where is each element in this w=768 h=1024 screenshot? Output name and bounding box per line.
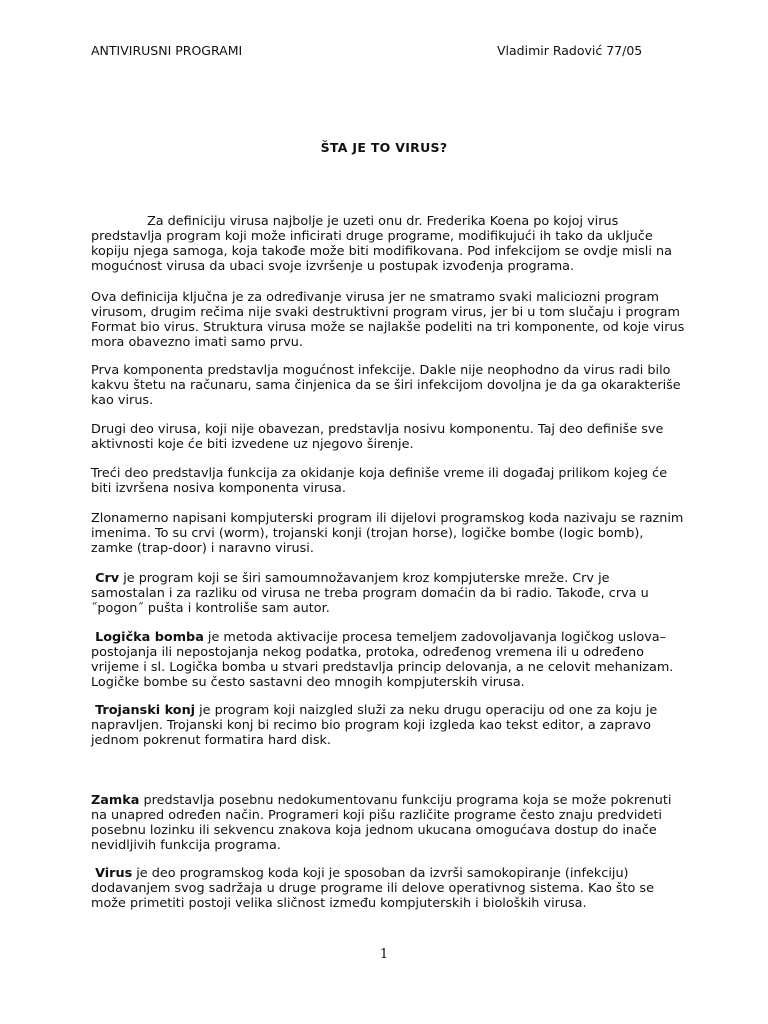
term-virus: Virus bbox=[95, 866, 133, 881]
text-logic-bomb: je metoda aktivacije procesa temeljem zadovoljavanja logičkog uslova– postojanja ili nepostojanja nekog podatka, protoka, određenog vremena ili u određeno vrijeme i sl. Logička bomba u stvari predstavlja princip delovanja, a ne celovit mehanizam. Logičke bombe su često sastavni deo mnogih kompjuterskih virusa. bbox=[91, 630, 674, 690]
page-number: 1 bbox=[379, 947, 389, 962]
term-logic-bomb: Logička bomba bbox=[95, 630, 204, 645]
header-author: Vladimir Radović 77/05 bbox=[497, 43, 643, 58]
paragraph-key-definition: Ova definicija ključna je za određivanje virusa jer ne smatramo svaki maliciozni program virusom, drugim rečima nije svaki destruktivni program virus, jer bi u tom slučaju i program Format bio virus. Struktura virusa može se najlakše podeliti na tri komponente, od koje virus mora obavezno imati samo prvu. bbox=[91, 290, 685, 350]
paragraph-definition: Za definiciju virusa najbolje je uzeti onu dr. Frederika Koena po kojoj virus predstavlja program koji može inficirati druge programe, modifikujući ih tako da uključe kopiju njega samoga, koja takođe može biti modifikovana. Pod infekcijom se ovdje misli na mogućnost virusa da ubaci svoje izvršenje u postupak izvođenja programa. bbox=[91, 214, 672, 274]
paragraph-second-component: Drugi deo virusa, koji nije obavezan, predstavlja nosivu komponentu. Taj deo definiše sve aktivnosti koje će biti izvedene uz njegovo širenje. bbox=[91, 422, 664, 452]
page-title: ŠTA JE TO VIRUS? bbox=[320, 140, 448, 155]
paragraph-first-component: Prva komponenta predstavlja mogućnost infekcije. Dakle nije neophodno da virus radi bilo kakvu štetu na računaru, sama činjenica da se širi infekcijom dovoljna je da ga okarakteriše kao virus. bbox=[91, 363, 681, 408]
text-trojan: je program koji naizgled služi za neku drugu operaciju od one za koju je napravljen. Trojanski konj bi recimo bio program koji izgleda kao tekst editor, a zapravo jednom pokrenut formatira hard disk. bbox=[91, 703, 658, 748]
header-title: ANTIVIRUSNI PROGRAMI bbox=[91, 43, 243, 58]
term-trojan: Trojanski konj bbox=[95, 703, 196, 718]
paragraph-logic-bomb bbox=[91, 630, 686, 690]
text-trap-door: predstavlja posebnu nedokumentovanu funkciju programa koja se može pokrenuti na unapred određen način. Programeri koji pišu različite programe često znaju predvideti posebnu lozinku ili sekvencu znakova koja jednom ukucana omogućava dostup do inače nevidljivih funkcija programa. bbox=[91, 793, 672, 853]
paragraph-trap-door bbox=[91, 793, 686, 853]
paragraph-crv bbox=[91, 571, 686, 616]
text-virus: je deo programskog koda koji je sposoban da izvrši samokopiranje (infekciju) dodavanjem svog sadržaja u druge programe ili delove operativnog sistema. Kao što se može primetiti postoji velika sličnost između kompjuterskih i bioloških virusa. bbox=[91, 866, 654, 911]
term-trap-door: Zamka bbox=[91, 793, 140, 808]
text-crv: je program koji se širi samoumnožavanjem kroz kompjuterske mreže. Crv je samostalan i za razliku od virusa ne treba program domaćin da bi radio. Takođe, crva u ˝pogon˝ pušta i kontroliše sam autor. bbox=[91, 571, 649, 616]
paragraph-malicious-programs: Zlonamerno napisani kompjuterski program ili dijelovi programskog koda nazivaju se raznim imenima. To su crvi (worm), trojanski konji (trojan horse), logičke bombe (logic bomb), zamke (trap-door) i naravno virusi. bbox=[91, 511, 684, 556]
term-crv: Crv bbox=[95, 571, 120, 586]
paragraph-virus bbox=[91, 866, 686, 911]
paragraph-trojan bbox=[91, 703, 686, 748]
paragraph-third-component: Treći deo predstavlja funkcija za okidanje koja definiše vreme ili događaj prilikom kojeg će biti izvršena nosiva komponenta virusa. bbox=[91, 466, 668, 496]
